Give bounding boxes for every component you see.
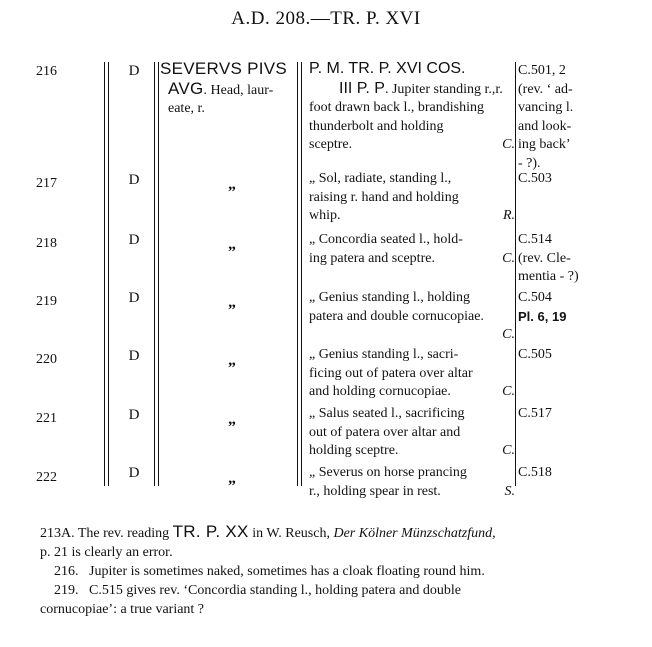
footnote: 219. C.515 gives rev. ‘Concordia standing l., holding patera and double [54, 583, 461, 598]
reference-line: mentia - ?) [518, 269, 579, 284]
rarity: C. [502, 384, 515, 399]
rarity: R. [502, 208, 515, 223]
reverse-description [309, 170, 515, 226]
reverse-description [309, 464, 515, 501]
footnote-book-title: Der Kölner Münzschatzfund [333, 526, 493, 541]
rarity: C. [502, 443, 515, 458]
footnote-text: The rev. reading [77, 526, 170, 541]
metal-code: D [128, 348, 140, 364]
reverse-text: thunderbolt and holding [309, 118, 444, 134]
footnotes [40, 522, 610, 619]
reference-line: (rev. Cle- [518, 250, 571, 266]
ditto-mark: „ [228, 411, 236, 428]
reverse-text: ficing out of patera over altar [309, 365, 473, 381]
footnote: 216. Jupiter is sometimes naked, sometimes has a cloak floating round him. [54, 564, 485, 579]
ditto-mark: „ [228, 352, 236, 369]
reference-line: ing back’ [518, 137, 571, 152]
ditto-mark: „ [228, 470, 236, 487]
reference-line: C.504 [518, 290, 552, 305]
reverse-text: whip. [309, 208, 341, 223]
reference [518, 62, 592, 173]
reference-line: C.517 [518, 406, 552, 421]
reference [518, 231, 592, 287]
reverse-text: „ Severus on horse prancing [309, 465, 467, 480]
reference-line: C.514 [518, 232, 552, 247]
catalogue-number: 218 [36, 236, 57, 251]
ditto-mark: „ [228, 294, 236, 311]
column-rule [515, 62, 516, 486]
obverse-text: . Head, laur- [203, 83, 274, 98]
column-rule [301, 62, 302, 486]
reverse-description [309, 289, 515, 345]
reverse-text: and holding cornucopiae. [309, 384, 451, 399]
column-rule [104, 62, 105, 486]
reverse-legend-2: III P. P [339, 79, 385, 97]
reverse-text: „ Genius standing l., sacri- [309, 347, 459, 362]
reference-line: C.518 [518, 465, 552, 480]
catalogue-number: 217 [36, 176, 57, 191]
reference-line: C.505 [518, 347, 552, 362]
reverse-text: patera and double cornucopiae. [309, 308, 484, 324]
reverse-text: raising r. hand and holding [309, 189, 459, 205]
column-rule [297, 62, 298, 486]
reference-line: and look- [518, 118, 572, 134]
footnote-text: p. 21 is clearly an error. [40, 545, 173, 560]
reverse-text: holding sceptre. [309, 443, 399, 458]
reference-line: - ?). [518, 155, 541, 171]
catalogue-number: 219 [36, 294, 57, 309]
catalogue-number: 220 [36, 352, 57, 367]
obverse-legend-2: AVG [168, 79, 204, 98]
reverse-text: out of patera over altar and [309, 424, 461, 440]
footnote-legend: TR. P. XX [172, 522, 249, 541]
footnote-text: in W. Reusch, [252, 526, 330, 541]
page-title: A.D. 208.—TR. P. XVI [231, 8, 421, 29]
reference [518, 170, 592, 189]
footnote-text: , [492, 526, 496, 541]
catalogue-number: 216 [36, 64, 57, 79]
plate-reference: Pl. 6, 19 [518, 308, 567, 324]
reference [518, 346, 592, 365]
obverse-text: eate, r. [168, 101, 205, 116]
reverse-text: „ Salus seated l., sacrificing [309, 406, 465, 421]
footnote-number: 213A. [40, 526, 75, 541]
column-rule [158, 62, 159, 486]
footnote [40, 522, 610, 543]
reference-line: C.503 [518, 171, 552, 186]
rarity: C. [502, 327, 515, 342]
metal-code: D [128, 232, 140, 248]
reverse-description [309, 346, 515, 402]
metal-code: D [128, 465, 140, 481]
metal-code: D [128, 172, 140, 188]
reverse-text: . Jupiter standing r.,r. [384, 81, 503, 97]
rarity: S. [504, 483, 515, 499]
column-rule [108, 62, 109, 486]
reference [518, 405, 592, 424]
obverse-legend: SEVERVS PIVS [160, 59, 288, 78]
catalogue-number: 222 [36, 470, 57, 485]
column-rule [154, 62, 155, 486]
reference-line: (rev. ‘ ad- [518, 81, 573, 97]
rarity: C. [502, 250, 515, 266]
reference-line: C.501, 2 [518, 63, 566, 78]
rarity: C. [502, 137, 515, 152]
catalogue-number: 221 [36, 411, 57, 426]
reverse-description [309, 60, 515, 155]
reverse-text: „ Concordia seated l., hold- [309, 232, 463, 247]
reference [518, 464, 592, 483]
reverse-description [309, 231, 515, 268]
reference-line: vancing l. [518, 100, 574, 115]
reverse-text: foot drawn back l., brandishing [309, 100, 484, 115]
reverse-text: r., holding spear in rest. [309, 483, 441, 499]
metal-code: D [128, 407, 140, 423]
ditto-mark: „ [228, 176, 236, 193]
footnote-text: cornucopiae’: a true variant ? [40, 602, 205, 617]
reverse-text: sceptre. [309, 137, 353, 152]
reference [518, 289, 592, 327]
reverse-description [309, 405, 515, 461]
reverse-text: ing patera and sceptre. [309, 250, 435, 266]
metal-code: D [128, 63, 140, 79]
metal-code: D [128, 290, 140, 306]
obverse-description [160, 60, 300, 118]
reverse-text: „ Sol, radiate, standing l., [309, 171, 452, 186]
ditto-mark: „ [228, 236, 236, 253]
reverse-text: „ Genius standing l., holding [309, 290, 470, 305]
reverse-legend: P. M. TR. P. XVI COS. [309, 60, 466, 77]
